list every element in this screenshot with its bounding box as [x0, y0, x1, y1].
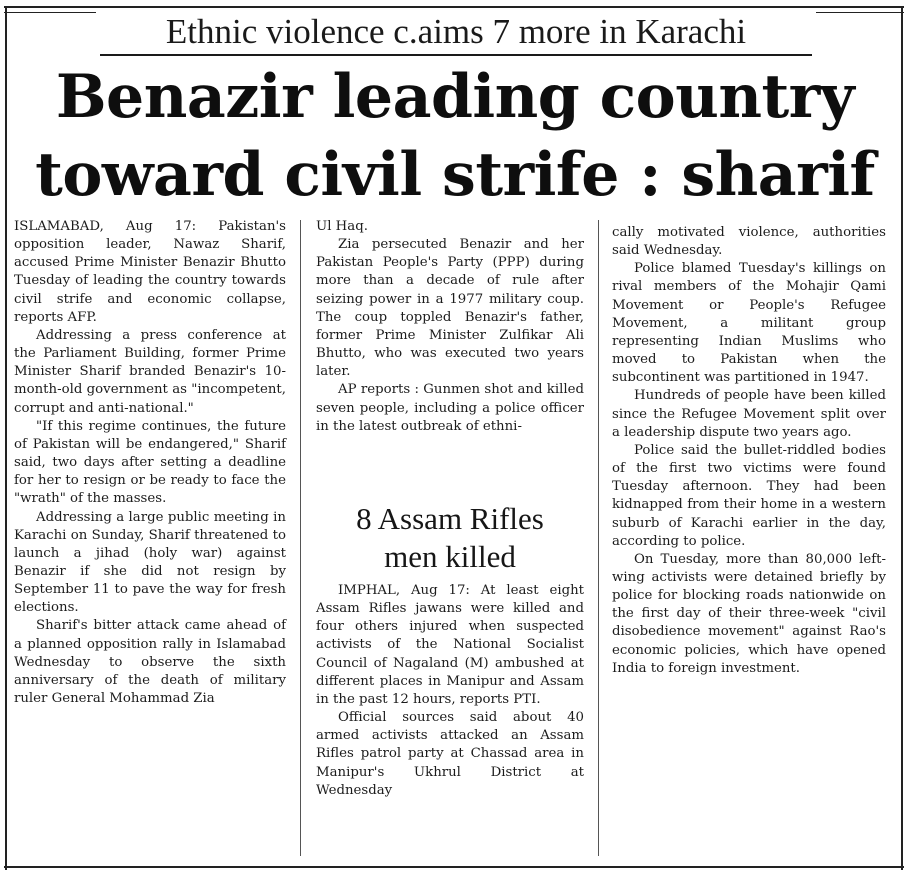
main-headline	[10, 58, 900, 214]
kicker-underline	[100, 54, 812, 56]
story-paragraph: ISLAMABAD, Aug 17: Pakistan's opposition leader, Nawaz Sharif, accused Prime Minister Benazir Bhutto Tuesday of leading the country towards civil strife and economic collapse, reports AFP.	[14, 219, 286, 325]
story-paragraph: Official sources said about 40 armed activists attacked an Assam Rifles patrol party at Chassad area in Manipur's Ukhrul District at Wednesday	[316, 710, 584, 798]
secondary-headline-line-1: 8 Assam Rifles	[356, 501, 544, 536]
story-paragraph: AP reports : Gunmen shot and killed seven people, including a police officer in the latest outbreak of ethni-	[316, 382, 584, 434]
right-border-rule	[901, 6, 903, 870]
assam-story-column	[316, 582, 584, 800]
story-paragraph: "If this regime continues, the future of Pakistan will be endangered," Sharif said, two days after setting a deadline for her to resign or be ready to face the "wrath" of the masses.	[14, 418, 286, 507]
story-column-3	[612, 224, 886, 678]
left-border-rule	[5, 6, 7, 870]
story-column-2	[316, 218, 584, 436]
story-paragraph: Addressing a press conference at the Parliament Building, former Prime Minister Sharif branded Benazir's 10-month-old government as "incompetent, corrupt and anti-national."	[14, 327, 286, 416]
bottom-border-rule	[4, 866, 904, 868]
column-divider	[598, 220, 599, 856]
column-divider	[300, 220, 301, 856]
secondary-headline-line-2: men killed	[384, 539, 516, 574]
story-paragraph: cally motivated violence, authorities said Wednesday.	[612, 225, 886, 259]
story-paragraph: Police blamed Tuesday's killings on rival members of the Mohajir Qami Movement or People's Refugee Movement, a militant group representing Indian Muslims who moved to Pakistan when the subcontinent was partitioned in 1947.	[612, 261, 886, 386]
story-paragraph: Sharif's bitter attack came ahead of a planned opposition rally in Islamabad Wednesday to observe the sixth anniversary of the death of military ruler General Mohammad Zia	[14, 618, 286, 707]
story-paragraph: On Tuesday, more than 80,000 left-wing activists were detained briefly by police for blocking roads nationwide on the first day of their three-week "civil disobedience movement" against Rao's economic policies, which have opened India to foreign investment.	[612, 551, 886, 676]
story-paragraph: Zia persecuted Benazir and her Pakistan People's Party (PPP) during more than a decade of rule after seizing power in a 1977 military coup. The coup toppled Benazir's father, former Prime Minister Zulfikar Ali Bhutto, who was executed two years later.	[316, 237, 584, 380]
story-paragraph: Hundreds of people have been killed since the Refugee Movement split over a leadership dispute two years ago.	[612, 388, 886, 440]
story-paragraph: IMPHAL, Aug 17: At least eight Assam Rifles jawans were killed and four others injured when suspected activists of the National Socialist Council of Nagaland (M) ambushed at different places in Manipur and Assam in the past 12 hours, reports PTI.	[316, 583, 584, 707]
main-headline-line-2: toward civil strife : sharif	[35, 140, 875, 210]
kicker-headline: Ethnic violence c.aims 7 more in Karachi	[96, 8, 816, 56]
story-paragraph: Addressing a large public meeting in Karachi on Sunday, Sharif threatened to launch a jihad (holy war) against Benazir if she did not resign by September 11 to pave the way for fresh elections.	[14, 509, 286, 616]
main-headline-line-1: Benazir leading country	[55, 62, 855, 132]
story-paragraph: Police said the bullet-riddled bodies of the first two victims were found Tuesday afternoon. They had been kidnapped from their home in a western suburb of Karachi earlier in the day, according to police.	[612, 442, 886, 549]
secondary-headline	[312, 500, 588, 576]
story-paragraph: Ul Haq.	[316, 219, 368, 234]
story-column-1	[14, 218, 286, 708]
